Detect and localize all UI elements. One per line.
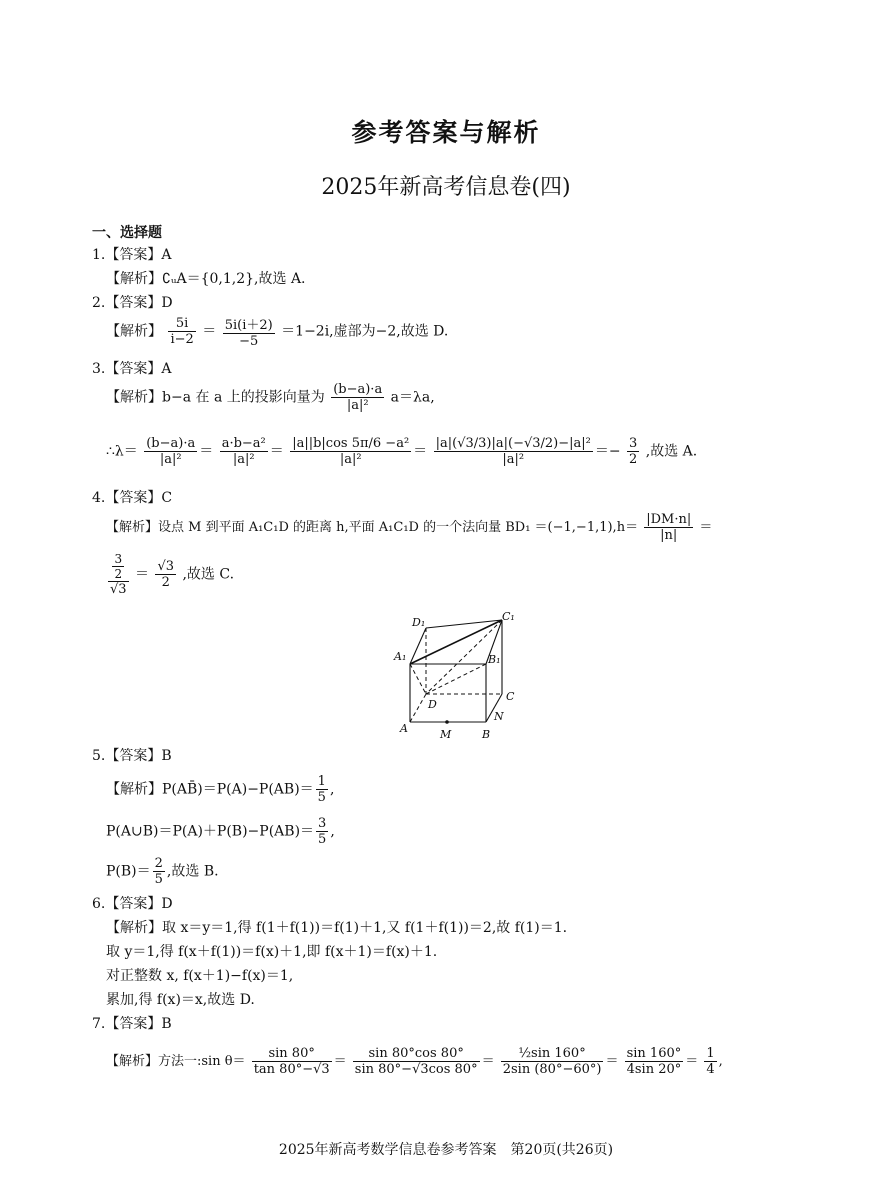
q4-line-2: $\frac{\frac{3}{2}}{√3}$ ＝ $\frac{√3}{2}$ ,故选 C. [110,552,235,597]
label-B1: B₁ [488,653,501,666]
q6-line-2: 取 y＝1,得 f(x＋f(1))＝f(x)＋1,即 f(x＋1)＝f(x)＋1. [106,944,438,960]
q4-line-1: 【解析】设点 M 到平面 A₁C₁D 的距离 h,平面 A₁C₁D 的一个法向量 BD₁ ＝(−1,−1,1),h＝ $\frac{|DM\cdot n|}{|n|}$ ＝ [106,512,713,543]
q5-frac-1: $\frac{1}{5}$ [317,774,326,805]
q6-line-1: 【解析】取 x＝y＝1,得 f(1＋f(1))＝f(1)＋1,又 f(1＋f(1))＝2,故 f(1)＝1. [106,920,568,936]
edge-A1D1 [410,628,426,664]
q1-answer: 1.【答案】A [92,247,172,263]
q7-frac-4: $\frac{\sin 160^\circ}{4\sin 20^\circ}$ [626,1046,682,1077]
q2-answer: 2.【答案】D [92,295,173,311]
edge-DB1 [426,664,486,694]
q1-explanation: 【解析】∁ᵤA＝{0,1,2},故选 A. [106,271,306,287]
edge-D1C1 [426,620,502,628]
q3-fraction-6: $\frac{3}{2}$ [629,436,638,467]
q3-line-2: ∴λ＝ $\frac{(b-a)\cdot a}{\text{|a|²}}$ ＝ $\frac{\text{a·b−a²}}{\text{|a|²}}$ ＝ $\frac{\text{|a||b|cos 5π/6 −a²}}{\text{|a|²}}$ ＝ $\frac{\text{|a|(√3/3)|a|(−√3/2)−|a|²}}{\text{|a|²}}$ ＝− $\frac{3}{2}$ ,故选 A. [106,436,698,467]
label-A1: A₁ [394,650,407,663]
q2-lead: 【解析】 [106,323,162,340]
point-M [445,720,449,724]
page-subtitle: 2025年新高考信息卷(四) [321,175,571,200]
q3-fraction-4: $\frac{\text{|a||b|cos 5π/6 −a²}}{\text{|a|²}}$ [292,436,410,467]
edge-AD [410,694,426,722]
q5-line-3: P(B)＝ $\frac{2}{5}$ ,故选 B. [106,856,219,887]
q7-frac-1: $\frac{\sin 80^\circ}{\tan 80^\circ-√3}$ [253,1046,330,1077]
q2-fraction-2: $\frac{5i(i+2)}{-5}$ [223,314,275,349]
label-B: B [482,728,491,741]
q7-frac-3: $\frac{\text{½sin 160°}}{2\sin (80^\circ-60^\circ)}$ [502,1046,602,1077]
label-A: A [400,722,408,735]
q4-fraction-result: $\frac{√3}{2}$ [157,559,175,590]
q7-frac-5: $\frac{1}{4}$ [706,1046,715,1077]
q6-line-4: 累加,得 f(x)＝x,故选 D. [106,992,255,1008]
q3-line-1: 【解析】b−a 在 a 上的投影向量为 $\frac{(b-a)\cdot a}{\text{|a|²}}$ a＝λa, [106,382,435,413]
q5-line-1: 【解析】P(AB̄)＝P(A)−P(AB)＝ $\frac{1}{5}$ , [106,774,335,805]
q3-fraction-3: $\frac{\text{a·b−a²}}{\text{|a|²}}$ [221,436,266,467]
page-title: 参考答案与解析 [351,118,541,147]
cube-diagram [390,612,530,744]
q3-answer: 3.【答案】A [92,361,172,377]
label-N: N [494,710,504,723]
section-heading: 一、选择题 [92,225,162,241]
label-D: D [428,698,437,711]
label-M: M [440,728,452,741]
q2-explanation: 【解析】 $\frac{5i}{i-2}$ ＝ $\frac{5i(i+2)}{-5}$ ＝1−2i,虚部为−2,故选 D. [106,316,449,349]
q7-line-1: 【解析】方法一:sin θ＝ $\frac{\sin 80^\circ}{\tan 80^\circ-√3}$ ＝ $\frac{\sin 80^\circ\cos 80^\circ}{\sin 80^\circ-√3\cos 80^\circ}$ ＝ $\frac{\text{½sin 160°}}{2\sin (80^\circ-60^\circ)}$ ＝ $\frac{\sin 160^\circ}{4\sin 20^\circ}$ ＝ $\frac{1}{4}$ , [106,1046,723,1077]
label-C: C [506,690,515,703]
q2-fraction-1: $\frac{5i}{i-2}$ [170,316,194,347]
q3-fraction-2: $\frac{(b-a)\cdot a}{\text{|a|²}}$ [146,436,196,467]
q3-fraction-5: $\frac{\text{|a|(√3/3)|a|(−√3/2)−|a|²}}{\text{|a|²}}$ [435,436,591,467]
q7-answer: 7.【答案】B [92,1016,172,1032]
q4-answer: 4.【答案】C [92,490,173,506]
q4-fraction-h: $\frac{|DM\cdot n|}{|n|}$ [646,512,692,543]
q5-frac-2: $\frac{3}{5}$ [318,816,327,847]
label-C1: C₁ [502,612,515,623]
q7-frac-2: $\frac{\sin 80^\circ\cos 80^\circ}{\sin 80^\circ-√3\cos 80^\circ}$ [354,1046,478,1077]
q5-answer: 5.【答案】B [92,748,172,764]
q3-fraction-proj: $\frac{(b-a)\cdot a}{\text{|a|²}}$ [333,382,383,413]
q4-fraction-big: $\frac{\frac{3}{2}}{√3}$ [110,552,127,597]
label-D1: D₁ [412,616,426,629]
q5-frac-3: $\frac{2}{5}$ [154,856,163,887]
edge-A1D [410,664,426,694]
page-footer: 2025年新高考数学信息卷参考答案 第20页(共26页) [278,1142,614,1158]
q6-answer: 6.【答案】D [92,896,173,912]
q2-tail: ＝1−2i,虚部为−2,故选 D. [281,323,449,340]
q5-line-2: P(A∪B)＝P(A)＋P(B)−P(AB)＝ $\frac{3}{5}$ , [106,816,335,847]
q6-line-3: 对正整数 x, f(x＋1)−f(x)＝1, [106,968,294,984]
